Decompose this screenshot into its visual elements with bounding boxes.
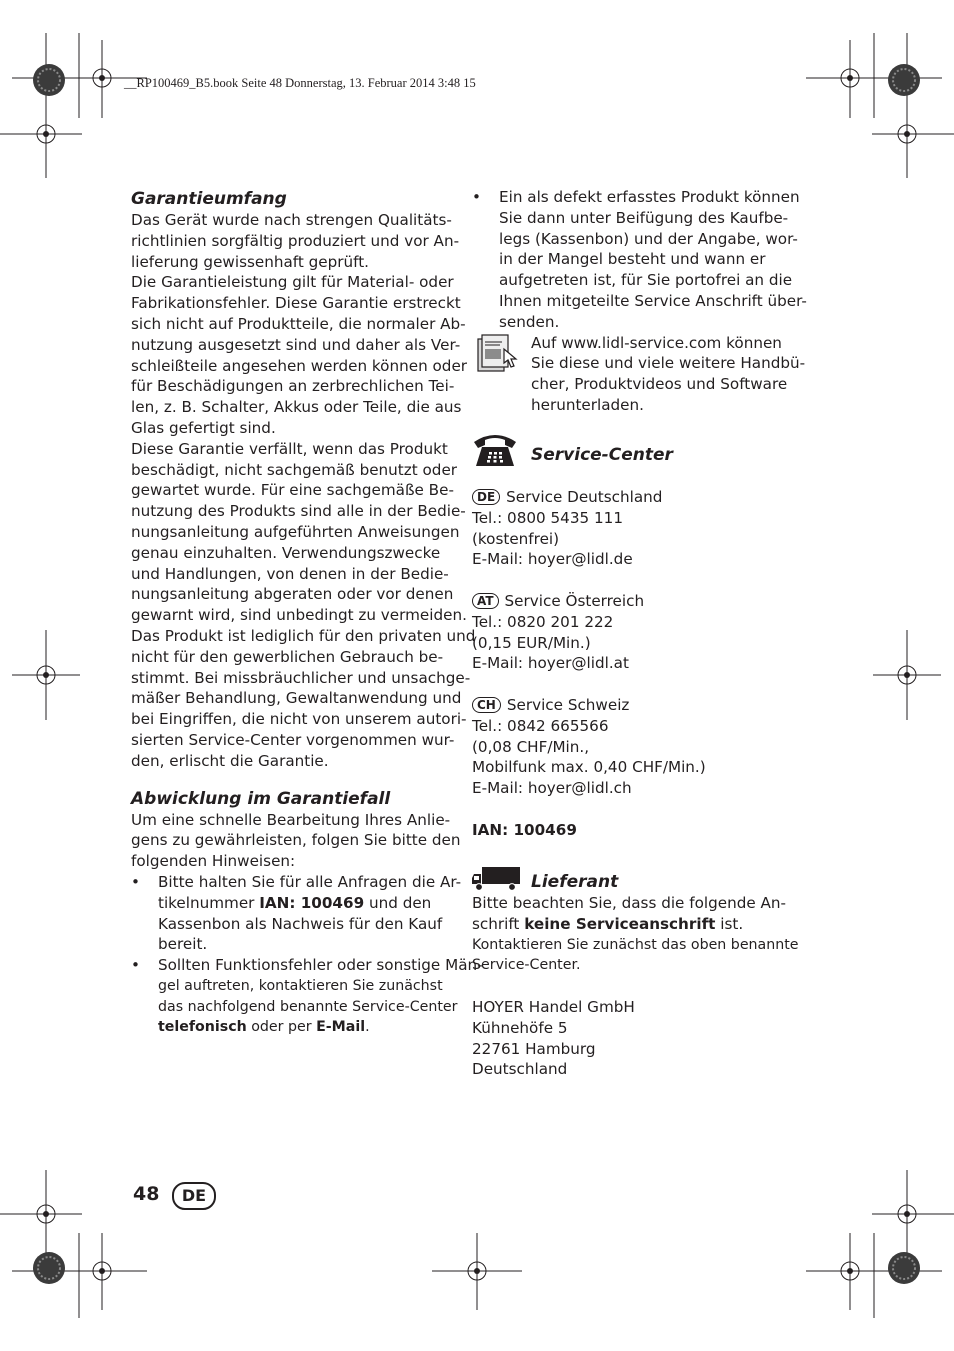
heading-abwicklung: Abwicklung im Garantiefall bbox=[131, 788, 391, 809]
text-span: Service Deutschland bbox=[506, 488, 663, 506]
text-line: gewarnt wird, sind unbedingt zu vermeiden. bbox=[131, 606, 467, 625]
text-line: gens zu gewährleisten, folgen Sie bitte den bbox=[131, 831, 461, 850]
text-line: herunterladen. bbox=[531, 395, 644, 414]
text-line: aufgetreten ist, für Sie portofrei an die bbox=[499, 271, 793, 290]
text-span: tikelnummer bbox=[158, 893, 260, 912]
text-line: nutzung des Produkts sind alle in der Bedie- bbox=[131, 502, 466, 521]
text-span: . bbox=[365, 1019, 370, 1036]
flag-de: DE bbox=[472, 489, 500, 505]
right-column bbox=[472, 187, 807, 416]
text-line: senden. bbox=[499, 312, 560, 331]
text-line: bei Eingriffen, die nicht von unserem autori- bbox=[131, 710, 467, 729]
text-line: Das Produkt ist lediglich für den privaten und bbox=[131, 626, 476, 645]
text-line: nungsanleitung aufgeführten Anweisungen bbox=[131, 522, 460, 541]
text-line: beschädigt, nicht sachgemäß benutzt oder bbox=[131, 460, 458, 479]
bullet-item bbox=[472, 187, 807, 333]
text-bold: telefonisch bbox=[158, 1019, 247, 1036]
bullet-dot: • bbox=[472, 188, 481, 206]
text-line: Das Gerät wurde nach strengen Qualitäts- bbox=[131, 211, 452, 229]
text-line: len, z. B. Schalter, Akkus oder Teile, die aus bbox=[131, 398, 462, 417]
ian-number: IAN: 100469 bbox=[472, 820, 577, 839]
text-line: den, erlischt die Garantie. bbox=[131, 751, 329, 770]
service-de-tel: Tel.: 0800 5435 111 bbox=[472, 508, 623, 527]
text-line: lieferung gewissenhaft geprüft. bbox=[131, 252, 370, 271]
service-de-note: (kostenfrei) bbox=[472, 529, 560, 548]
service-at-tel: Tel.: 0820 201 222 bbox=[472, 612, 614, 631]
text-line: und Handlungen, von denen in der Bedie- bbox=[131, 564, 449, 583]
text-span: Service Schweiz bbox=[506, 695, 630, 714]
service-de-name bbox=[472, 487, 802, 508]
text-line: schleißteile angesehen werden können oder bbox=[131, 356, 468, 375]
flag-ch: CH bbox=[472, 697, 501, 713]
text-line: Sie diese und viele weitere Handbü- bbox=[531, 354, 806, 373]
truck-icon bbox=[472, 866, 522, 892]
flag-at: AT bbox=[472, 593, 499, 609]
address-line: Kühnehöfe 5 bbox=[472, 1018, 568, 1037]
text-line: Sollten Funktionsfehler oder sonstige Män- bbox=[158, 956, 483, 975]
service-at-note: (0,15 EUR/Min.) bbox=[472, 633, 591, 652]
text-span: oder per bbox=[246, 1019, 317, 1036]
text-line: cher, Produktvideos und Software bbox=[531, 375, 788, 394]
text-line: Sie dann unter Beifügung des Kaufbe- bbox=[499, 208, 789, 227]
text-line: nutzung ausgesetzt sind und daher als Ver- bbox=[131, 335, 461, 354]
address-line: 22761 Hamburg bbox=[472, 1039, 596, 1058]
text-span: und den bbox=[364, 893, 432, 912]
spacer bbox=[472, 570, 802, 591]
service-ch-name bbox=[472, 695, 802, 716]
bullet-dot: • bbox=[131, 956, 140, 975]
text-line: Bitte beachten Sie, dass die folgende An- bbox=[472, 894, 787, 912]
bullet-item bbox=[131, 872, 461, 955]
text-line: das nachfolgend benannte Service-Center bbox=[158, 998, 458, 1015]
text-line: folgenden Hinweisen: bbox=[131, 852, 296, 871]
address-line: HOYER Handel GmbH bbox=[472, 997, 635, 1016]
text-line: Bitte halten Sie für alle Anfragen die Ar- bbox=[158, 872, 462, 891]
spacer bbox=[472, 674, 802, 695]
text-line: Diese Garantie verfällt, wenn das Produkt bbox=[131, 439, 448, 458]
text-line: Um eine schnelle Bearbeitung Ihres Anlie- bbox=[131, 810, 451, 829]
lieferant-body bbox=[472, 893, 802, 1080]
text-span: schrift bbox=[472, 914, 525, 933]
garantieumfang-body bbox=[131, 210, 476, 772]
left-column bbox=[131, 188, 483, 1038]
text-span: Service Österreich bbox=[504, 591, 645, 610]
download-manual-icon bbox=[474, 333, 520, 377]
telephone-icon bbox=[472, 430, 518, 468]
service-de-email: E-Mail: hoyer@lidl.de bbox=[472, 550, 633, 569]
text-line: nicht für den gewerblichen Gebrauch be- bbox=[131, 647, 444, 666]
heading-lieferant: Lieferant bbox=[531, 872, 619, 892]
text-line: gewartet wurde. Für eine sachgemäße Be- bbox=[131, 481, 454, 500]
heading-garantieumfang: Garantieumfang bbox=[131, 189, 287, 209]
text-line: Service-Center. bbox=[472, 957, 581, 974]
text-line: Ein als defekt erfasstes Produkt können bbox=[499, 188, 800, 206]
service-ch-note: Mobilfunk max. 0,40 CHF/Min.) bbox=[472, 758, 706, 777]
spacer bbox=[472, 799, 802, 820]
text-line: bereit. bbox=[158, 935, 208, 954]
service-ch-email: E-Mail: hoyer@lidl.ch bbox=[472, 779, 632, 798]
ian-number: IAN: 100469 bbox=[259, 893, 365, 912]
text-line: richtlinien sorgfältig produziert und vor An- bbox=[131, 231, 460, 250]
spacer bbox=[472, 976, 802, 997]
text-line: legs (Kassenbon) und der Angabe, wor- bbox=[499, 229, 798, 248]
text-line: in der Mangel besteht und wann er bbox=[499, 250, 766, 269]
text-line: Kassenbon als Nachweis für den Kauf bbox=[158, 914, 443, 933]
bullet-dot: • bbox=[131, 872, 140, 891]
page-number: 48 bbox=[133, 1183, 160, 1205]
text-line: sierten Service-Center vorgenommen wur- bbox=[131, 730, 455, 749]
text-span: ist. bbox=[715, 914, 744, 933]
text-line: stimmt. Bei missbräuchlicher und unsachge- bbox=[131, 668, 471, 687]
bullet-item bbox=[131, 955, 483, 1038]
text-line: Auf www.lidl-service.com können bbox=[531, 333, 782, 352]
text-line: gel auftreten, kontaktieren Sie zunächst bbox=[158, 977, 443, 994]
text-line: Ihnen mitgeteilte Service Anschrift über- bbox=[499, 291, 807, 310]
text-line: für Beschädigungen an zerbrechlichen Tei- bbox=[131, 377, 455, 396]
text-line: Kontaktieren Sie zunächst das oben benannte bbox=[472, 936, 799, 953]
text-line bbox=[158, 893, 461, 914]
service-contacts bbox=[472, 487, 802, 841]
address-line: Deutschland bbox=[472, 1060, 568, 1079]
service-at-name bbox=[472, 591, 802, 612]
text-line: genau einzuhalten. Verwendungszwecke bbox=[131, 543, 441, 562]
service-ch-note: (0,08 CHF/Min., bbox=[472, 737, 590, 756]
text-line bbox=[472, 914, 802, 935]
text-line: Fabrikationsfehler. Diese Garantie erstreckt bbox=[131, 294, 461, 313]
abwicklung-body bbox=[131, 810, 483, 1039]
text-bold: E-Mail bbox=[316, 1019, 366, 1036]
text-bold: keine Serviceanschrift bbox=[524, 914, 716, 933]
service-ch-tel: Tel.: 0842 665566 bbox=[472, 716, 609, 735]
print-header: __RP100469_B5.book Seite 48 Donnerstag, 13. Februar 2014 3:48 15 bbox=[124, 76, 476, 90]
text-line: sich nicht auf Produktteile, die normaler Ab- bbox=[131, 314, 466, 333]
language-badge: DE bbox=[172, 1182, 216, 1210]
text-line: Glas gefertigt sind. bbox=[131, 418, 276, 437]
text-line: Die Garantieleistung gilt für Material- oder bbox=[131, 273, 454, 292]
text-line: mäßer Behandlung, Gewaltanwendung und bbox=[131, 689, 462, 708]
service-at-email: E-Mail: hoyer@lidl.at bbox=[472, 654, 629, 673]
download-note bbox=[472, 333, 806, 416]
text-line: nungsanleitung abgeraten oder vor denen bbox=[131, 585, 454, 604]
heading-service-center: Service-Center bbox=[531, 445, 673, 465]
text-line bbox=[158, 1017, 461, 1038]
